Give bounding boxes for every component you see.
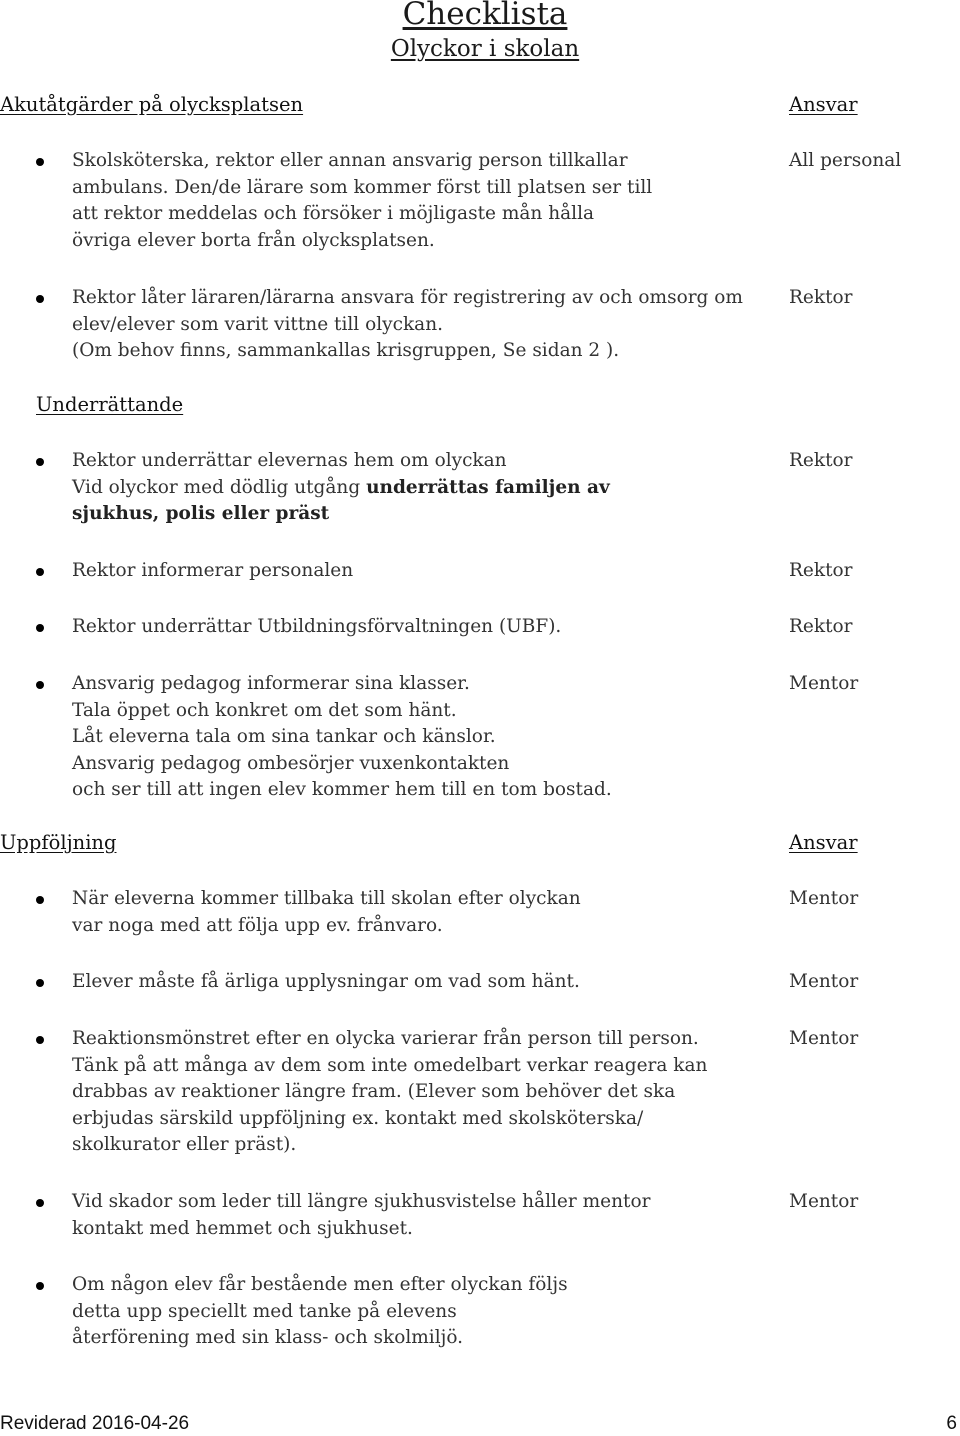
list-item: Skolsköterska, rektor eller annan ansvarig person tillkallar ambulans. Den/de lärare som kommer först till platsen ser till att rektor meddelas och försöker i möjligaste mån hålla övriga elever borta från olycksplatsen. [72, 150, 653, 251]
revision-date: Reviderad 2016-04-26 [0, 1413, 190, 1434]
bullet-icon [36, 896, 44, 904]
bullet-icon [36, 1036, 44, 1044]
ansvar-heading: Ansvar [789, 831, 858, 854]
list-item: Rektor underrättar elevernas hem om olyckan Vid olyckor med dödlig utgång underrättas familjen av sjukhus, polis eller präst [72, 450, 610, 524]
responsible-label: Mentor [789, 888, 859, 909]
responsible-label: Mentor [789, 971, 859, 992]
responsible-label: All personal [789, 150, 902, 171]
bullet-icon [36, 568, 44, 576]
list-item: Rektor underrättar Utbildningsförvaltningen (UBF). [72, 616, 562, 637]
responsible-label: Mentor [789, 1191, 859, 1212]
bullet-icon [36, 158, 44, 166]
page-number: 6 [946, 1413, 957, 1434]
responsible-label: Rektor [789, 287, 853, 308]
page-subtitle: Olyckor i skolan [390, 36, 580, 62]
list-item: När eleverna kommer tillbaka till skolan efter olyckan var noga med att följa upp ev. frånvaro. [72, 888, 581, 936]
list-item: Elever måste få ärliga upplysningar om vad som hänt. [72, 971, 580, 992]
bullet-icon [36, 458, 44, 466]
bullet-icon [36, 1282, 44, 1290]
bullet-icon [36, 1199, 44, 1207]
list-item: Reaktionsmönstret efter en olycka varierar från person till person. Tänk på att många av dem som inte omedelbart verkar reagera kan drabbas av reaktioner längre fram. (Elever som behöver det ska erbjudas särskild uppföljning ex. kontakt med skolsköterska/ skolkurator eller präst). [72, 1028, 708, 1155]
page-title: Checklista [402, 0, 568, 32]
bullet-icon [36, 624, 44, 632]
ansvar-heading: Ansvar [789, 93, 858, 116]
list-item: Vid skador som leder till längre sjukhusvistelse håller mentor kontakt med hemmet och sjukhuset. [72, 1191, 651, 1239]
responsible-label: Mentor [789, 673, 859, 694]
section-heading-akut: Akutåtgärder på olycksplatsen [0, 93, 304, 116]
list-item: Rektor låter läraren/lärarna ansvara för registrering av och omsorg om elev/elever som varit vittne till olyckan. (Om behov finns, sammankallas krisgruppen, Se sidan 2 ). [72, 287, 743, 361]
list-item: Om någon elev får bestående men efter olyckan följs detta upp speciellt med tanke på elevens återförening med sin klass- och skolmiljö. [72, 1274, 568, 1348]
responsible-label: Rektor [789, 560, 853, 581]
bullet-icon [36, 979, 44, 987]
bullet-icon [36, 681, 44, 689]
section-heading-uppfoljning: Uppföljning [0, 831, 117, 854]
responsible-label: Rektor [789, 616, 853, 637]
section-heading-underrattande: Underrättande [36, 393, 184, 416]
responsible-label: Rektor [789, 450, 853, 471]
list-item: Rektor informerar personalen [72, 560, 354, 581]
responsible-label: Mentor [789, 1028, 859, 1049]
bullet-icon [36, 295, 44, 303]
list-item: Ansvarig pedagog informerar sina klasser. Tala öppet och konkret om det som hänt. Låt eleverna tala om sina tankar och känslor. Ansvarig pedagog ombesörjer vuxenkontakten och ser till att ingen elev kommer hem till en tom bostad. [72, 673, 612, 800]
